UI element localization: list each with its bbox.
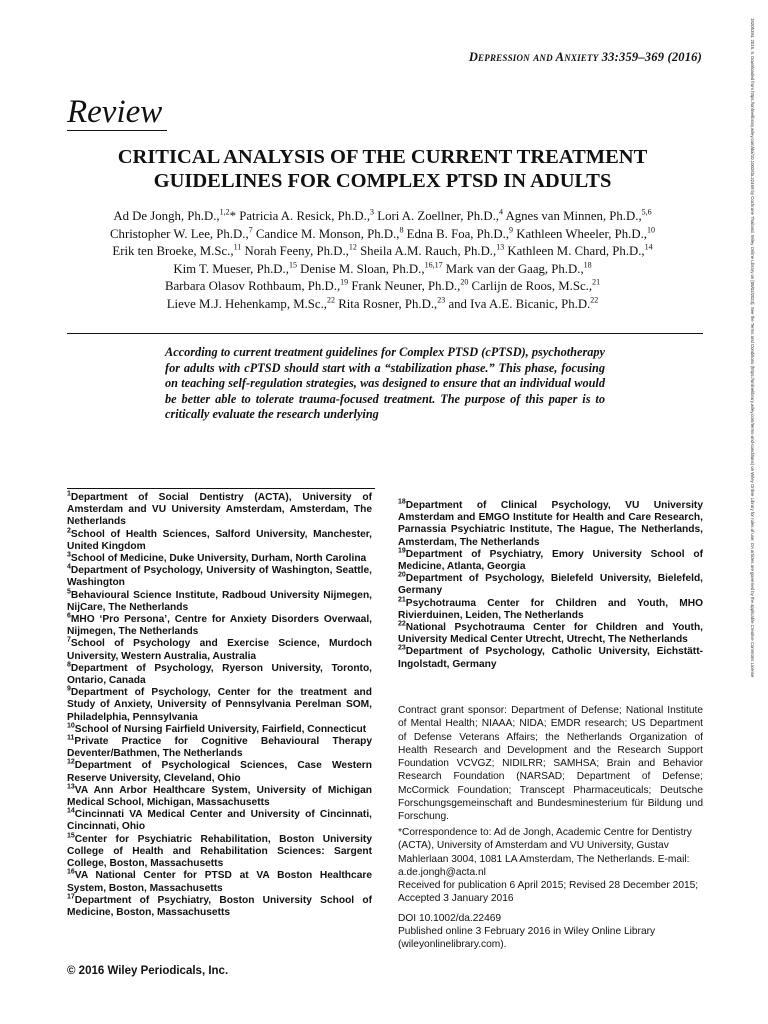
- author: [110, 227, 253, 241]
- journal-name: Depression and Anxiety: [468, 50, 599, 64]
- affiliation-number: 7: [67, 637, 71, 645]
- affiliation-number: 2: [67, 527, 71, 535]
- journal-citation: 33:359–369 (2016): [598, 50, 702, 64]
- author: [360, 244, 504, 258]
- author-name: Kathleen M. Chard, Ph.D.,: [507, 244, 645, 259]
- affiliation-text: MHO ‘Pro Persona’, Centre for Anxiety Disorders Overwaal, Nijmegen, The Netherlands: [67, 614, 372, 638]
- affiliation-text: Psychotrauma Center for Children and Youth, MHO Rivierduinen, Leiden, The Netherlands: [398, 597, 703, 621]
- affiliation-number: 20: [398, 571, 406, 579]
- author: [448, 297, 598, 311]
- divider: [67, 333, 703, 334]
- affiliation: [398, 573, 703, 597]
- author-affiliation-number: 20: [460, 278, 469, 288]
- author-name: Edna B. Foa, Ph.D.,: [406, 226, 510, 241]
- author: [244, 244, 356, 258]
- author-affiliation-number: 7: [248, 225, 253, 235]
- affiliation-number: 1: [67, 490, 71, 498]
- affiliation-number: 4: [67, 563, 71, 571]
- author-name: Lieve M.J. Hehenkamp, M.Sc.,: [166, 296, 328, 311]
- affiliation: [67, 895, 372, 919]
- affiliation: [67, 809, 372, 833]
- affiliation-number: 18: [398, 498, 406, 506]
- affiliation-text: Department of Social Dentistry (ACTA), University of Amsterdam and VU University Amsterdam, Amsterdam, The Netherlands: [67, 492, 372, 528]
- affiliation-number: 15: [67, 832, 75, 840]
- author-affiliation-number: 10: [646, 225, 655, 235]
- author-name: Erik ten Broeke, M.Sc.,: [112, 244, 234, 259]
- title-line: CRITICAL ANALYSIS OF THE CURRENT TREATMENT: [117, 146, 648, 168]
- affiliation-number: 21: [398, 596, 406, 604]
- author-affiliation-number: 16,17: [424, 260, 443, 270]
- affiliation: [398, 500, 703, 549]
- journal-header: [469, 50, 702, 65]
- affiliation-number: 12: [67, 759, 75, 767]
- affiliation-number: 14: [67, 807, 75, 815]
- affiliation-text: Behavioural Science Institute, Radboud University Nijmegen, NijCare, The Netherlands: [67, 589, 372, 613]
- affiliation: [67, 529, 372, 553]
- affiliation-text: Private Practice for Cognitive Behavioural Therapy Deventer/Bathmen, The Netherlands: [67, 736, 372, 760]
- affiliation-text: Department of Psychological Sciences, Case Western Reserve University, Cleveland, Ohio: [67, 760, 372, 784]
- abstract: According to current treatment guidelines for Complex PTSD (cPTSD), psychotherapy for adults with cPTSD should start with a “stabilization phase.” This phase, focusing on teaching self-regulation strategies, was designed to ensure that an individual would be better able to tolerate trauma-focused treatment. The purpose of this paper is to critically evaluate the research underlying: [165, 345, 605, 422]
- affiliation: [67, 834, 372, 871]
- author: [351, 279, 468, 293]
- affiliation-text: Department of Psychology, Catholic University, Eichstätt-Ingolstadt, Germany: [398, 646, 703, 670]
- affiliation: [67, 870, 372, 894]
- author-list: [60, 208, 705, 314]
- received-dates: Received for publication 6 April 2015; Revised 28 December 2015; Accepted 3 January 2016: [398, 880, 699, 905]
- affiliation-text: Department of Psychology, University of Washington, Seattle, Washington: [67, 565, 372, 589]
- section-label: Review: [67, 94, 163, 130]
- author-affiliation-number: 12: [348, 242, 357, 252]
- author-name: Carlijn de Roos, M.Sc.,: [471, 279, 593, 294]
- affiliation-text: Department of Psychology, Bielefeld University, Bielefeld, Germany: [398, 573, 703, 597]
- author-name: Candice M. Monson, Ph.D.,: [255, 226, 400, 241]
- author-affiliation-number: 8: [399, 225, 404, 235]
- affiliation-text: Center for Psychiatric Rehabilitation, Boston University College of Health and Rehabilitation Sciences: Sargent College, Boston, Massachusetts: [67, 833, 372, 870]
- author: [165, 279, 348, 293]
- article-title: [60, 145, 705, 193]
- author-name: Norah Feeny, Ph.D.,: [244, 244, 349, 259]
- author: [507, 244, 652, 258]
- published-online: Published online 3 February 2016 in Wiley Online Library (wileyonlinelibrary.com).: [398, 926, 656, 951]
- author-affiliation-number: 11: [233, 242, 242, 252]
- affiliation-number: 23: [398, 645, 406, 653]
- affiliation: [398, 622, 703, 646]
- affiliation: [67, 590, 372, 614]
- author: [113, 209, 236, 223]
- author-name: Frank Neuner, Ph.D.,: [351, 279, 461, 294]
- affiliation-number: 5: [67, 588, 71, 596]
- affiliation: [67, 638, 372, 662]
- affiliation-number: 6: [67, 612, 71, 620]
- affiliation-number: 11: [67, 734, 75, 742]
- correspondence: *Correspondence to: Ad de Jongh, Academic Centre for Dentistry (ACTA), University of Amsterdam and VU University, Gustav Mahlerlaan 3004, 1081 LA Amsterdam, The Netherlands. E-mail: a.de.jongh@acta.nl: [398, 827, 692, 878]
- affiliation: [67, 614, 372, 638]
- author-affiliation-number: 15: [288, 260, 297, 270]
- author-name: Kim T. Mueser, Ph.D.,: [173, 261, 289, 276]
- affiliation-text: School of Nursing Fairfield University, Fairfield, Connecticut: [74, 723, 367, 735]
- affiliation-text: School of Psychology and Exercise Science, Murdoch University, Western Australia, Australia: [67, 638, 372, 662]
- corresponding-mark: *: [229, 209, 237, 223]
- author: [472, 279, 601, 293]
- author-affiliation-number: 1,2: [219, 207, 230, 217]
- affiliation-text: VA National Center for PTSD at VA Boston Healthcare System, Boston, Massachusetts: [67, 870, 372, 894]
- doi: DOI 10.1002/da.22469: [398, 912, 502, 924]
- affiliation-text: Department of Psychiatry, Emory University School of Medicine, Atlanta, Georgia: [398, 548, 703, 573]
- affiliation-number: 13: [67, 783, 75, 791]
- affiliation-text: School of Medicine, Duke University, Durham, North Carolina: [70, 553, 367, 565]
- author-name: and Iva A.E. Bicanic, Ph.D.: [448, 296, 591, 311]
- affiliation: [67, 724, 372, 736]
- affiliation-text: VA Ann Arbor Healthcare System, University of Michigan Medical School, Michigan, Massachusetts: [67, 784, 372, 809]
- author: [446, 262, 592, 276]
- affiliation-text: Department of Clinical Psychology, VU University Amsterdam and EMGO Institute for Health and Care Research, Parnassia Psychiatric Institute, The Hague, The Netherlands, Amsterdam, The Netherlands: [398, 500, 703, 548]
- affiliation: [67, 492, 372, 529]
- author: [112, 244, 241, 258]
- affiliation-number: 16: [67, 868, 75, 876]
- author: [516, 227, 655, 241]
- affiliation: [67, 736, 372, 760]
- author-affiliation-number: 13: [496, 242, 505, 252]
- author-name: Kathleen Wheeler, Ph.D.,: [516, 226, 647, 241]
- author: [338, 297, 445, 311]
- author-affiliation-number: 18: [583, 260, 592, 270]
- author-name: Sheila A.M. Rauch, Ph.D.,: [360, 244, 497, 259]
- affiliation: [398, 646, 703, 670]
- author-name: Mark van der Gaag, Ph.D.,: [445, 261, 584, 276]
- section-rule: [67, 130, 167, 131]
- affiliation-number: 22: [398, 620, 406, 628]
- affiliation: [67, 565, 372, 589]
- author-affiliation-number: 19: [340, 278, 349, 288]
- affiliations-right: [398, 500, 703, 671]
- affiliation: [67, 687, 372, 724]
- affiliation-number: 17: [67, 893, 75, 901]
- affiliation-number: 19: [398, 547, 406, 555]
- author-affiliation-number: 14: [644, 242, 653, 252]
- affiliation-text: Department of Psychology, Ryerson University, Toronto, Ontario, Canada: [67, 662, 372, 687]
- affiliation-text: Department of Psychology, Center for the treatment and Study of Anxiety, University of Pennsylvania Perelman SOM, Philadelphia, Pennsylvania: [67, 687, 372, 723]
- affiliation: [398, 549, 703, 573]
- author: [407, 227, 513, 241]
- author-name: Barbara Olasov Rothbaum, Ph.D.,: [164, 279, 341, 294]
- affiliation-text: Cincinnati VA Medical Center and University of Cincinnati, Cincinnati, Ohio: [67, 809, 372, 833]
- author: [377, 209, 503, 223]
- affiliation-text: National Psychotrauma Center for Children and Youth, University Medical Center Utrecht, Utrecht, The Netherlands: [398, 622, 703, 646]
- affiliation-text: Department of Psychiatry, Boston University School of Medicine, Boston, Massachusetts: [67, 894, 372, 918]
- author-affiliation-number: 21: [592, 278, 601, 288]
- footnote-rule: [67, 488, 375, 489]
- author: [173, 262, 297, 276]
- author: [256, 227, 404, 241]
- author-affiliation-number: 3: [370, 207, 375, 217]
- author-affiliation-number: 22: [327, 295, 336, 305]
- affiliation: [67, 663, 372, 687]
- author-name: Christopher W. Lee, Ph.D.,: [110, 226, 249, 241]
- affiliation-text: School of Health Sciences, Salford University, Manchester, United Kingdom: [67, 528, 372, 552]
- affiliation: [398, 598, 703, 622]
- correspondence-block: [398, 826, 703, 952]
- affiliation: [67, 553, 372, 565]
- affiliation-number: 10: [67, 722, 75, 730]
- author-affiliation-number: 22: [590, 295, 599, 305]
- author: [506, 209, 652, 223]
- affiliation-number: 8: [67, 661, 71, 669]
- affiliation: [67, 760, 372, 784]
- grant-sponsor: Contract grant sponsor: Department of Defense; National Institute of Mental Health; NIAAA; NIDA; EMDR research; US Department of Defense Veterans Affairs; the Netherlands Organization of Health Research and Development and the Research Support Foundation VCVGZ; NIDILRR; SAMHSA; Brain and Behavior Research Foundation (NARSAD; Department of Defense; McCormick Foundation; Transcept Pharmaceuticals; Deutsche Forschungsgemeinschaft and Bundesminesterium für Bildung und Forschung.: [398, 705, 703, 823]
- download-note: 15206394, 2016, 5, Downloaded from https://onlinelibrary.wiley.com/doi/10.1002/da.22469 by Cochrane Thailand, Wiley Online Library on [08/02/2023]. See the Terms and Conditions (https://onlinelibrary.wiley.com/terms-and-conditions) on Wiley Online Library for rules of use; OA articles are governed by the applicable Creative Commons License: [750, 18, 755, 678]
- affiliation: [67, 785, 372, 809]
- author-name: Ad De Jongh, Ph.D.,: [113, 209, 220, 223]
- download-watermark: [744, 18, 756, 1008]
- affiliation-number: 3: [67, 551, 71, 559]
- affiliation-number: 9: [67, 685, 71, 693]
- author: [300, 262, 442, 276]
- title-line: GUIDELINES FOR COMPLEX PTSD IN ADULTS: [153, 170, 612, 192]
- author-name: Denise M. Sloan, Ph.D.,: [300, 261, 425, 276]
- author-name: Rita Rosner, Ph.D.,: [338, 296, 438, 311]
- author: [167, 297, 335, 311]
- author-affiliation-number: 4: [499, 207, 504, 217]
- author-name: Lori A. Zoellner, Ph.D.,: [377, 209, 500, 223]
- author-affiliation-number: 5,6: [641, 207, 652, 217]
- copyright: © 2016 Wiley Periodicals, Inc.: [67, 965, 229, 977]
- author-name: Agnes van Minnen, Ph.D.,: [505, 209, 642, 223]
- author-affiliation-number: 9: [509, 225, 514, 235]
- author: [239, 209, 374, 223]
- affiliations-left: [67, 492, 372, 919]
- author-name: Patricia A. Resick, Ph.D.,: [239, 209, 371, 223]
- author-affiliation-number: 23: [437, 295, 446, 305]
